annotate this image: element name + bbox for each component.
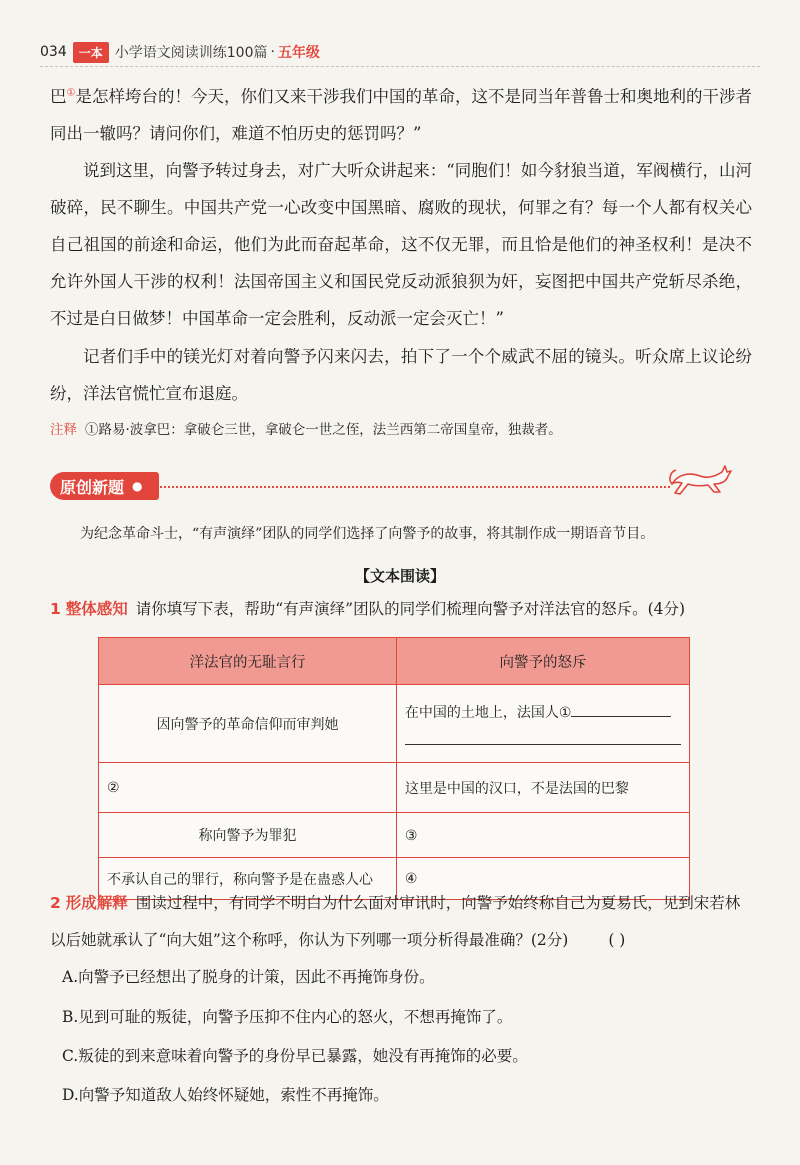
separator-dot: · (270, 44, 275, 60)
table-header-row (99, 638, 690, 685)
page-number: 034 (40, 44, 67, 60)
table-cell-text: 在中国的土地上，法国人① (404, 704, 572, 720)
banner-dot-icon: ● (132, 479, 143, 493)
table-cell (396, 813, 689, 858)
option-d[interactable]: D.向警予知道敌人始终怀疑她，索性不再掩饰。 (62, 1086, 389, 1104)
passage-paragraph-3: 记者们手中的镁光灯对着向警予闪来闪去，拍下了一个个威武不屈的镜头。听众席上议论纷纷，洋法官慌忙宣布退庭。 (50, 347, 752, 403)
question-2 (50, 885, 750, 959)
page-header (40, 40, 320, 64)
table-cell (99, 763, 397, 813)
paragraph-1-text: 是怎样垮台的！今天，你们又来干涉我们中国的革命，这不是同当年普鲁士和奥地利的干涉者同出一辙吗？请问你们，难道不怕历史的惩罚吗？” (50, 87, 753, 143)
footnote-label: 注释 (50, 422, 77, 438)
table-row (99, 763, 690, 813)
section-subhead: 【文本围读】 (354, 567, 445, 585)
table-header-cell: 向警予的怒斥 (396, 638, 689, 685)
grade-label: 五年级 (277, 45, 320, 61)
table-cell: 因向警予的革命信仰而审判她 (99, 685, 397, 763)
answer-blank-1-line-2[interactable] (405, 730, 681, 745)
answer-blank-2[interactable]: ② (107, 779, 120, 795)
section-banner (50, 472, 159, 500)
option-b[interactable]: B.见到可耻的叛徒，向警予压抑不住内心的怒火，不想再掩饰了。 (62, 1008, 513, 1026)
section-intro: 为纪念革命斗士，“有声演绎”团队的同学们选择了向警予的故事，将其制作成一期语音节目。 (80, 526, 655, 542)
running-cat-icon (668, 462, 734, 498)
answer-blank-4[interactable]: ④ (404, 870, 418, 886)
table-cell: 这里是中国的汉口，不是法国的巴黎 (396, 763, 689, 813)
series-title: 小学语文阅读训练100篇 (114, 45, 268, 61)
section-banner-title: 原创新题 (60, 477, 125, 497)
option-a[interactable]: A.向警予已经想出了脱身的计策，因此不再掩饰身份。 (62, 968, 435, 986)
footnote-text: ①路易·波拿巴：拿破仑三世，拿破仑一世之侄，法兰西第二帝国皇帝，独裁者。 (85, 422, 562, 438)
table-row (99, 813, 690, 858)
table-row (99, 685, 690, 763)
passage-paragraph-2: 说到这里，向警予转过身去，对广大听众讲起来：“同胞们！如今豺狼当道，军阀横行，山河破碎，民不聊生。中国共产党一心改变中国黑暗、腐败的现状，何罪之有？每一个人都有权关心自己祖国的前途和命运，他们为此而奋起革命，这不仅无罪，而且恰是他们的神圣权利！是决不允许外国人干涉的权利！法国帝国主义和国民党反动派狼狈为奸，妄图把中国共产党斩尽杀绝，不过是白日做梦！中国革命一定会胜利，反动派一定会灭亡！” (50, 161, 752, 328)
question-1-number: 1 (50, 600, 61, 618)
table-header-cell: 洋法官的无耻言行 (99, 638, 397, 685)
question-2-text: 围读过程中，有同学不明白为什么面对审讯时，向警予始终称自己为夏易氏，见到宋若林以后她就承认了“向大姐”这个称呼，你认为下列哪一项分析得最准确？(2分) (50, 894, 741, 949)
brand-logo: 一本 (73, 42, 109, 63)
table-cell: 不承认自己的罪行，称向警予是在蛊惑人心 (99, 858, 397, 900)
answer-blank-3[interactable]: ③ (404, 826, 418, 843)
question-1-tag: 整体感知 (65, 600, 128, 618)
banner-dotted-line (160, 486, 670, 488)
answer-choice-blank[interactable]: ( ) (608, 931, 626, 949)
option-c[interactable]: C.叛徒的到来意味着向警予的身份早已暴露，她没有再掩饰的必要。 (62, 1047, 528, 1065)
question-1 (50, 591, 750, 628)
footnote (50, 418, 750, 442)
question-1-text: 请你填写下表，帮助“有声演绎”团队的同学们梳理向警予对洋法官的怒斥。(4分) (135, 600, 686, 618)
table-cell: 称向警予为罪犯 (99, 813, 397, 858)
question-2-number: 2 (50, 894, 61, 912)
answer-blank-1[interactable] (571, 702, 671, 717)
header-divider (40, 66, 760, 67)
passage-paragraph-1 (50, 78, 752, 152)
footnote-marker: ① (66, 87, 76, 99)
question-2-tag: 形成解释 (65, 894, 128, 912)
answer-table (98, 637, 690, 900)
table-cell (396, 685, 689, 763)
footnote-anchor-word: 巴 (50, 87, 67, 106)
